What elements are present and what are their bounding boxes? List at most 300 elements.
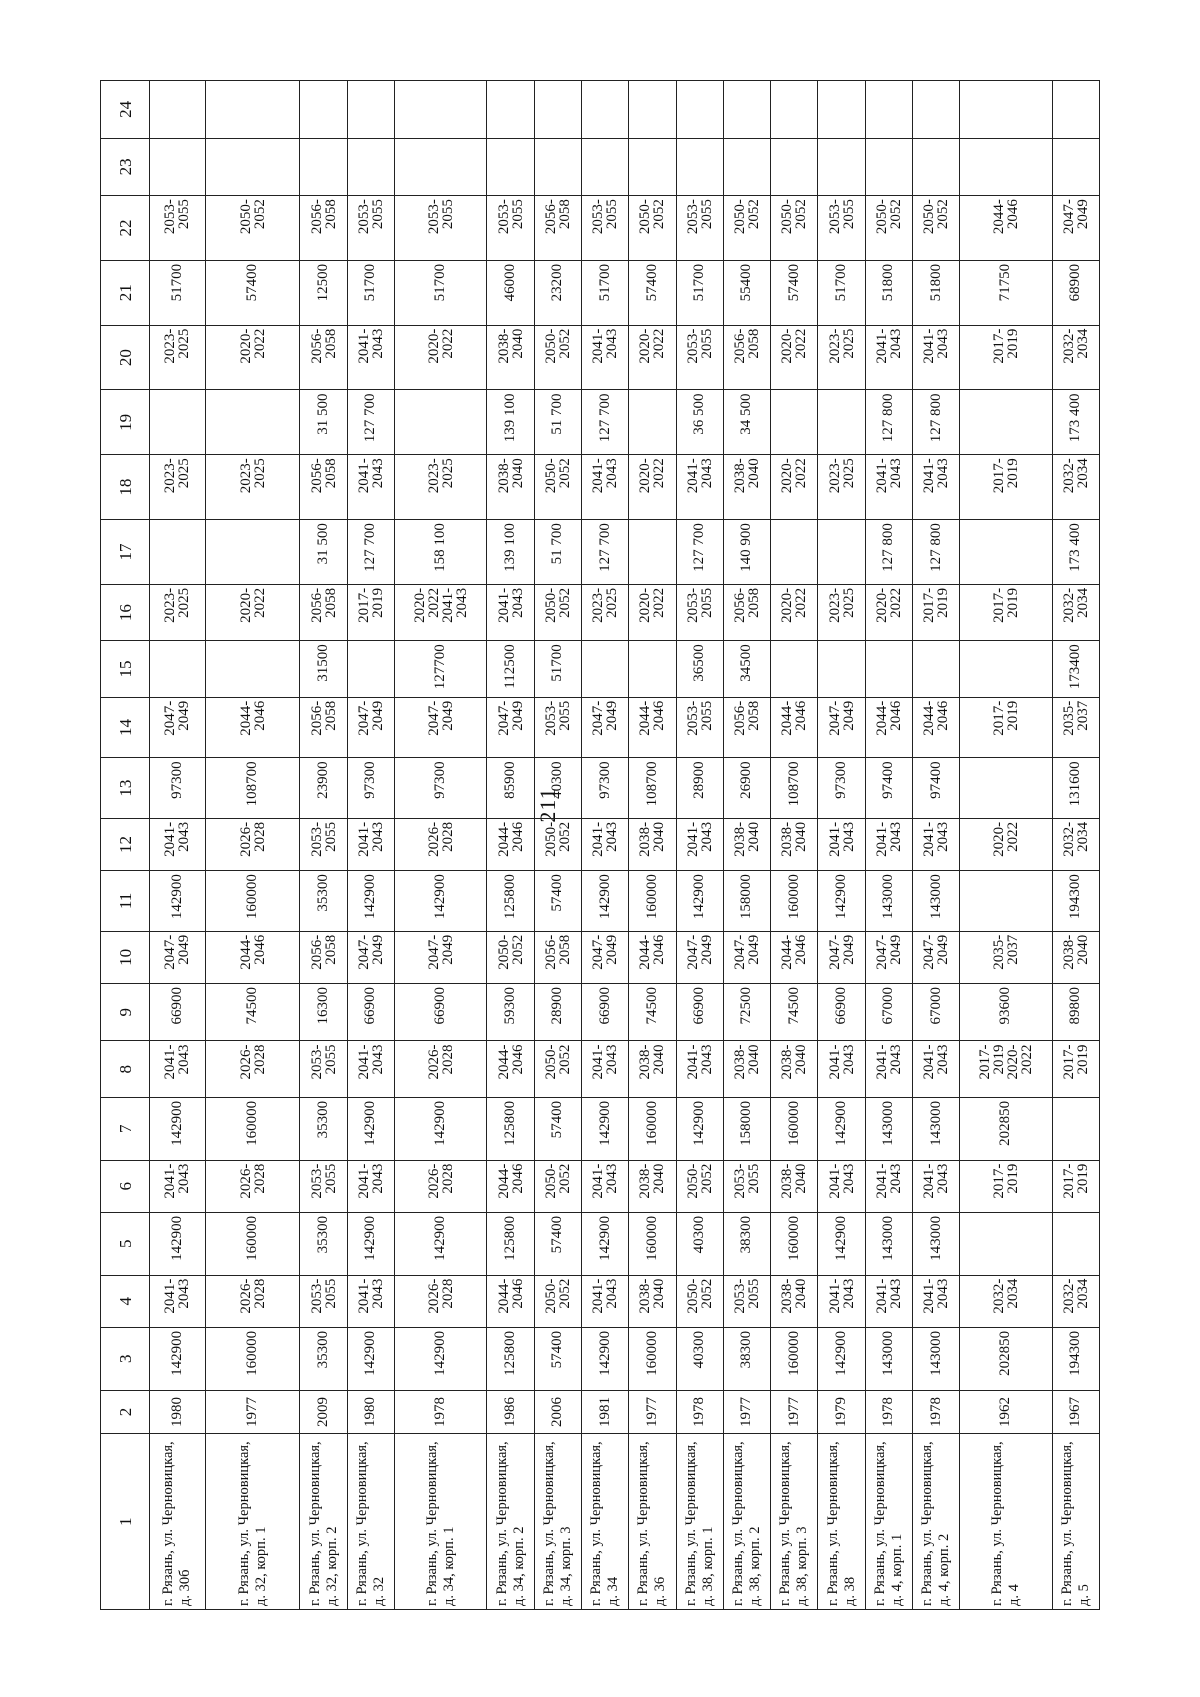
value-cell: 125800 [487,1212,534,1275]
table-row [723,81,770,1610]
period-cell: 2044- 2046 [629,931,676,983]
value-cell: 108700 [205,758,300,819]
table-row [960,81,1052,1610]
value-cell: 85900 [487,758,534,819]
value-cell [347,138,394,195]
column-header-15: 15 [101,641,150,697]
period-cell: 2038- 2040 [723,455,770,520]
value-cell: 160000 [771,1212,818,1275]
period-cell: 2053- 2055 [300,1160,347,1212]
period-cell: 2050- 2052 [205,196,300,261]
value-cell [960,520,1052,585]
period-cell: 2017- 2019 [960,584,1052,640]
address-cell: г. Рязань, ул. Черновицкая, д. 4 [960,1434,1052,1610]
period-cell: 2017- 2019 [960,455,1052,520]
value-cell [487,138,534,195]
value-cell: 59300 [487,984,534,1041]
value-cell [150,390,206,455]
value-cell: 127700 [395,641,487,697]
period-cell: 2041- 2043 [150,1275,206,1327]
period-cell: 2053- 2055 [818,196,865,261]
column-header-2: 2 [101,1390,150,1434]
table-rotated-container [100,80,1100,1610]
period-cell: 2053- 2055 [723,1275,770,1327]
value-cell: 142900 [818,1097,865,1160]
value-cell [818,520,865,585]
address-cell: г. Рязань, ул. Черновицкая, д. 36 [629,1434,676,1610]
value-cell: 173 400 [1052,520,1099,585]
table-row [347,81,394,1610]
table-row [487,81,534,1610]
period-cell: 2044- 2046 [912,697,959,758]
column-header-16: 16 [101,584,150,640]
value-cell: 142900 [150,1212,206,1275]
value-cell [629,138,676,195]
period-cell: 2023- 2025 [818,455,865,520]
build-year-cell: 1979 [818,1390,865,1434]
period-cell: 2056- 2058 [300,931,347,983]
column-header-6: 6 [101,1160,150,1212]
value-cell: 142900 [347,871,394,932]
value-cell [1052,81,1099,139]
value-cell [205,81,300,139]
value-cell: 142900 [150,871,206,932]
value-cell: 158 100 [395,520,487,585]
value-cell: 142900 [150,1327,206,1390]
value-cell [818,138,865,195]
value-cell: 71750 [960,260,1052,325]
value-cell: 51800 [865,260,912,325]
value-cell [581,641,628,697]
column-header-3: 3 [101,1327,150,1390]
period-cell: 2026- 2028 [205,1041,300,1097]
value-cell: 97300 [818,758,865,819]
value-cell: 142900 [581,871,628,932]
period-cell: 2017- 2019 [1052,1041,1099,1097]
period-cell: 2050- 2052 [534,1275,581,1327]
value-cell: 158000 [723,871,770,932]
value-cell: 57400 [534,871,581,932]
period-cell: 2053- 2055 [300,1041,347,1097]
value-cell: 93600 [960,984,1052,1041]
value-cell: 12500 [300,260,347,325]
period-cell: 2038- 2040 [771,1275,818,1327]
table-row [629,81,676,1610]
period-cell: 2041- 2043 [581,1275,628,1327]
period-cell: 2047- 2049 [912,931,959,983]
period-cell: 2041- 2043 [581,455,628,520]
column-header-10: 10 [101,931,150,983]
build-year-cell: 2009 [300,1390,347,1434]
value-cell: 194300 [1052,1327,1099,1390]
period-cell: 2044- 2046 [865,697,912,758]
page-number: 211 [535,787,560,823]
period-cell: 2041- 2043 [676,818,723,870]
period-cell: 2041- 2043 [912,1041,959,1097]
value-cell: 131600 [1052,758,1099,819]
period-cell: 2020- 2022 [629,455,676,520]
column-header-24: 24 [101,81,150,139]
period-cell: 2041- 2043 [347,818,394,870]
address-cell: г. Рязань, ул. Черновицкая, д. 34, корп. 1 [395,1434,487,1610]
value-cell: 40300 [676,1327,723,1390]
value-cell: 51 700 [534,390,581,455]
period-cell: 2041- 2043 [676,1041,723,1097]
value-cell: 51700 [150,260,206,325]
period-cell: 2056- 2058 [723,584,770,640]
period-cell: 2020- 2022 [771,455,818,520]
address-cell: г. Рязань, ул. Черновицкая, д. 32 [347,1434,394,1610]
value-cell: 202850 [960,1097,1052,1160]
build-year-cell: 1981 [581,1390,628,1434]
table-row [205,81,300,1610]
build-year-cell: 1978 [865,1390,912,1434]
value-cell: 127 800 [912,520,959,585]
table-row [1052,81,1099,1610]
build-year-cell: 1977 [629,1390,676,1434]
period-cell: 2032- 2034 [1052,455,1099,520]
period-cell: 2056- 2058 [300,455,347,520]
table-row [865,81,912,1610]
column-header-14: 14 [101,697,150,758]
build-year-cell: 1962 [960,1390,1052,1434]
value-cell [865,138,912,195]
period-cell: 2050- 2052 [534,325,581,390]
address-cell: г. Рязань, ул. Черновицкая, д. 38 [818,1434,865,1610]
period-cell: 2044- 2046 [960,196,1052,261]
period-cell: 2044- 2046 [205,697,300,758]
address-cell: г. Рязань, ул. Черновицкая, д. 34, корп. 3 [534,1434,581,1610]
address-cell: г. Рязань, ул. Черновицкая, д. 32, корп. 2 [300,1434,347,1610]
value-cell [150,81,206,139]
period-cell: 2023- 2025 [395,455,487,520]
value-cell: 26900 [723,758,770,819]
period-cell: 2050- 2052 [487,931,534,983]
value-cell: 112500 [487,641,534,697]
build-year-cell: 1980 [150,1390,206,1434]
value-cell: 160000 [771,1327,818,1390]
table-row [534,81,581,1610]
period-cell: 2020- 2022 [960,818,1052,870]
value-cell: 142900 [818,871,865,932]
period-cell: 2041- 2043 [818,1041,865,1097]
period-cell: 2035- 2037 [960,931,1052,983]
build-year-cell: 1980 [347,1390,394,1434]
build-year-cell: 1967 [1052,1390,1099,1434]
value-cell: 35300 [300,1212,347,1275]
value-cell: 140 900 [723,520,770,585]
period-cell: 2053- 2055 [676,196,723,261]
address-cell: г. Рязань, ул. Черновицкая, д. 30б [150,1434,206,1610]
column-header-13: 13 [101,758,150,819]
value-cell: 66900 [581,984,628,1041]
value-cell: 97400 [912,758,959,819]
value-cell [771,390,818,455]
period-cell: 2041- 2043 [912,1275,959,1327]
value-cell: 160000 [629,871,676,932]
period-cell: 2020- 2022 [865,584,912,640]
build-year-cell: 1978 [912,1390,959,1434]
value-cell: 57400 [534,1097,581,1160]
value-cell: 40300 [534,758,581,819]
period-cell: 2050- 2052 [629,196,676,261]
period-cell: 2032- 2034 [960,1275,1052,1327]
data-table [100,80,1100,1610]
period-cell: 2041- 2043 [865,455,912,520]
period-cell: 2026- 2028 [205,818,300,870]
value-cell: 142900 [395,1212,487,1275]
value-cell: 51 700 [534,520,581,585]
address-cell: г. Рязань, ул. Черновицкая, д. 34 [581,1434,628,1610]
value-cell: 142900 [581,1097,628,1160]
period-cell: 2017- 2019 [960,697,1052,758]
value-cell: 160000 [629,1212,676,1275]
value-cell: 142900 [347,1097,394,1160]
value-cell [912,81,959,139]
period-cell: 2044- 2046 [771,697,818,758]
period-cell: 2041- 2043 [581,1160,628,1212]
period-cell: 2026- 2028 [395,1041,487,1097]
value-cell [676,81,723,139]
period-cell: 2020- 2022 2041- 2043 [395,584,487,640]
value-cell: 127 700 [347,520,394,585]
period-cell: 2041- 2043 [676,455,723,520]
value-cell: 142900 [676,1097,723,1160]
period-cell: 2044- 2046 [771,931,818,983]
period-cell: 2041- 2043 [818,1275,865,1327]
value-cell [534,138,581,195]
period-cell: 2053- 2055 [676,584,723,640]
value-cell: 143000 [912,1097,959,1160]
value-cell: 46000 [487,260,534,325]
period-cell: 2041- 2043 [581,1041,628,1097]
build-year-cell: 1978 [395,1390,487,1434]
column-header-22: 22 [101,196,150,261]
value-cell: 51700 [818,260,865,325]
column-header-23: 23 [101,138,150,195]
value-cell: 72500 [723,984,770,1041]
column-header-7: 7 [101,1097,150,1160]
table-row [395,81,487,1610]
value-cell: 142900 [818,1212,865,1275]
value-cell: 68900 [1052,260,1099,325]
period-cell: 2047- 2049 [581,931,628,983]
period-cell: 2053- 2055 [676,697,723,758]
value-cell: 142900 [818,1327,865,1390]
value-cell [581,138,628,195]
period-cell: 2053- 2055 [534,697,581,758]
period-cell: 2047- 2049 [581,697,628,758]
period-cell: 2047- 2049 [1052,196,1099,261]
period-cell: 2023- 2025 [150,455,206,520]
period-cell: 2053- 2055 [300,1275,347,1327]
value-cell: 142900 [347,1212,394,1275]
value-cell: 89800 [1052,984,1099,1041]
address-cell: г. Рязань, ул. Черновицкая, д. 38, корп. 3 [771,1434,818,1610]
period-cell: 2023- 2025 [150,325,206,390]
period-cell: 2026- 2028 [205,1160,300,1212]
value-cell: 66900 [818,984,865,1041]
period-cell: 2038- 2040 [723,818,770,870]
value-cell: 23900 [300,758,347,819]
period-cell: 2020- 2022 [629,325,676,390]
value-cell [150,138,206,195]
period-cell: 2050- 2052 [534,818,581,870]
value-cell: 40300 [676,1212,723,1275]
period-cell: 2032- 2034 [1052,1275,1099,1327]
period-cell: 2053- 2055 [676,325,723,390]
table-row [300,81,347,1610]
period-cell: 2041- 2043 [150,1041,206,1097]
period-cell: 2032- 2034 [1052,325,1099,390]
value-cell [205,641,300,697]
value-cell: 28900 [676,758,723,819]
value-cell: 125800 [487,1097,534,1160]
period-cell: 2020- 2022 [395,325,487,390]
period-cell: 2044- 2046 [487,818,534,870]
period-cell: 2053- 2055 [300,818,347,870]
address-cell: г. Рязань, ул. Черновицкая, д. 4, корп. 2 [912,1434,959,1610]
value-cell: 67000 [912,984,959,1041]
value-cell: 142900 [150,1097,206,1160]
period-cell: 2047- 2049 [347,931,394,983]
value-cell: 127 700 [676,520,723,585]
value-cell: 66900 [395,984,487,1041]
value-cell: 142900 [581,1327,628,1390]
value-cell: 35300 [300,1097,347,1160]
value-cell [771,81,818,139]
period-cell: 2041- 2043 [912,818,959,870]
period-cell: 2041- 2043 [912,325,959,390]
period-cell: 2020- 2022 [771,325,818,390]
value-cell: 51700 [676,260,723,325]
period-cell: 2032- 2034 [1052,818,1099,870]
period-cell: 2041- 2043 [865,325,912,390]
value-cell [300,138,347,195]
period-cell: 2041- 2043 [865,1275,912,1327]
value-cell: 143000 [865,1327,912,1390]
value-cell [629,520,676,585]
value-cell: 51700 [347,260,394,325]
period-cell: 2020- 2022 [205,584,300,640]
value-cell [150,520,206,585]
value-cell [534,81,581,139]
table-row [818,81,865,1610]
period-cell: 2038- 2040 [487,325,534,390]
value-cell: 34500 [723,641,770,697]
column-header-8: 8 [101,1041,150,1097]
table-body [150,81,1100,1610]
period-cell: 2041- 2043 [150,818,206,870]
period-cell: 2017- 2019 2020- 2022 [960,1041,1052,1097]
period-cell: 2041- 2043 [912,1160,959,1212]
period-cell: 2017- 2019 [960,1160,1052,1212]
value-cell: 127 800 [912,390,959,455]
value-cell [205,390,300,455]
period-cell: 2023- 2025 [818,325,865,390]
value-cell: 160000 [205,1327,300,1390]
value-cell: 139 100 [487,520,534,585]
value-cell [205,520,300,585]
period-cell: 2017- 2019 [912,584,959,640]
period-cell: 2023- 2025 [581,584,628,640]
period-cell: 2041- 2043 [865,1160,912,1212]
period-cell: 2056- 2058 [300,697,347,758]
period-cell: 2017- 2019 [960,325,1052,390]
value-cell: 74500 [629,984,676,1041]
value-cell [300,81,347,139]
value-cell [723,138,770,195]
value-cell [347,641,394,697]
period-cell: 2041- 2043 [581,818,628,870]
period-cell: 2044- 2046 [487,1041,534,1097]
value-cell: 16300 [300,984,347,1041]
value-cell: 31 500 [300,520,347,585]
table-row [912,81,959,1610]
value-cell: 143000 [865,1212,912,1275]
address-cell: г. Рязань, ул. Черновицкая, д. 38, корп. 1 [676,1434,723,1610]
period-cell: 2044- 2046 [205,931,300,983]
period-cell: 2041- 2043 [347,455,394,520]
period-cell: 2050- 2052 [865,196,912,261]
value-cell: 31500 [300,641,347,697]
value-cell: 38300 [723,1212,770,1275]
period-cell: 2047- 2049 [150,697,206,758]
address-cell: г. Рязань, ул. Черновицкая, д. 34, корп. 2 [487,1434,534,1610]
value-cell: 74500 [205,984,300,1041]
value-cell [395,390,487,455]
period-cell: 2050- 2052 [723,196,770,261]
value-cell: 36 500 [676,390,723,455]
period-cell: 2026- 2028 [395,1275,487,1327]
value-cell: 142900 [347,1327,394,1390]
period-cell: 2038- 2040 [771,1160,818,1212]
value-cell: 160000 [629,1097,676,1160]
period-cell: 2035- 2037 [1052,697,1099,758]
value-cell [771,520,818,585]
value-cell [581,81,628,139]
value-cell: 51800 [912,260,959,325]
column-header-18: 18 [101,455,150,520]
value-cell: 108700 [771,758,818,819]
period-cell: 2053- 2055 [347,196,394,261]
build-year-cell: 1977 [723,1390,770,1434]
value-cell [865,81,912,139]
period-cell: 2050- 2052 [676,1275,723,1327]
period-cell: 2050- 2052 [534,1160,581,1212]
period-cell: 2020- 2022 [629,584,676,640]
value-cell: 160000 [771,1097,818,1160]
column-header-5: 5 [101,1212,150,1275]
value-cell: 127 700 [581,520,628,585]
value-cell: 35300 [300,1327,347,1390]
value-cell: 202850 [960,1327,1052,1390]
column-header-21: 21 [101,260,150,325]
value-cell [771,138,818,195]
value-cell [1052,1212,1099,1275]
address-cell: г. Рязань, ул. Черновицкая, д. 5 [1052,1434,1099,1610]
value-cell [818,641,865,697]
period-cell: 2041- 2043 [150,1160,206,1212]
period-cell: 2047- 2049 [865,931,912,983]
period-cell: 2047- 2049 [395,697,487,758]
header-row [101,81,150,1610]
period-cell: 2038- 2040 [771,1041,818,1097]
value-cell [1052,1097,1099,1160]
value-cell: 127 800 [865,390,912,455]
value-cell: 97300 [581,758,628,819]
value-cell [960,390,1052,455]
